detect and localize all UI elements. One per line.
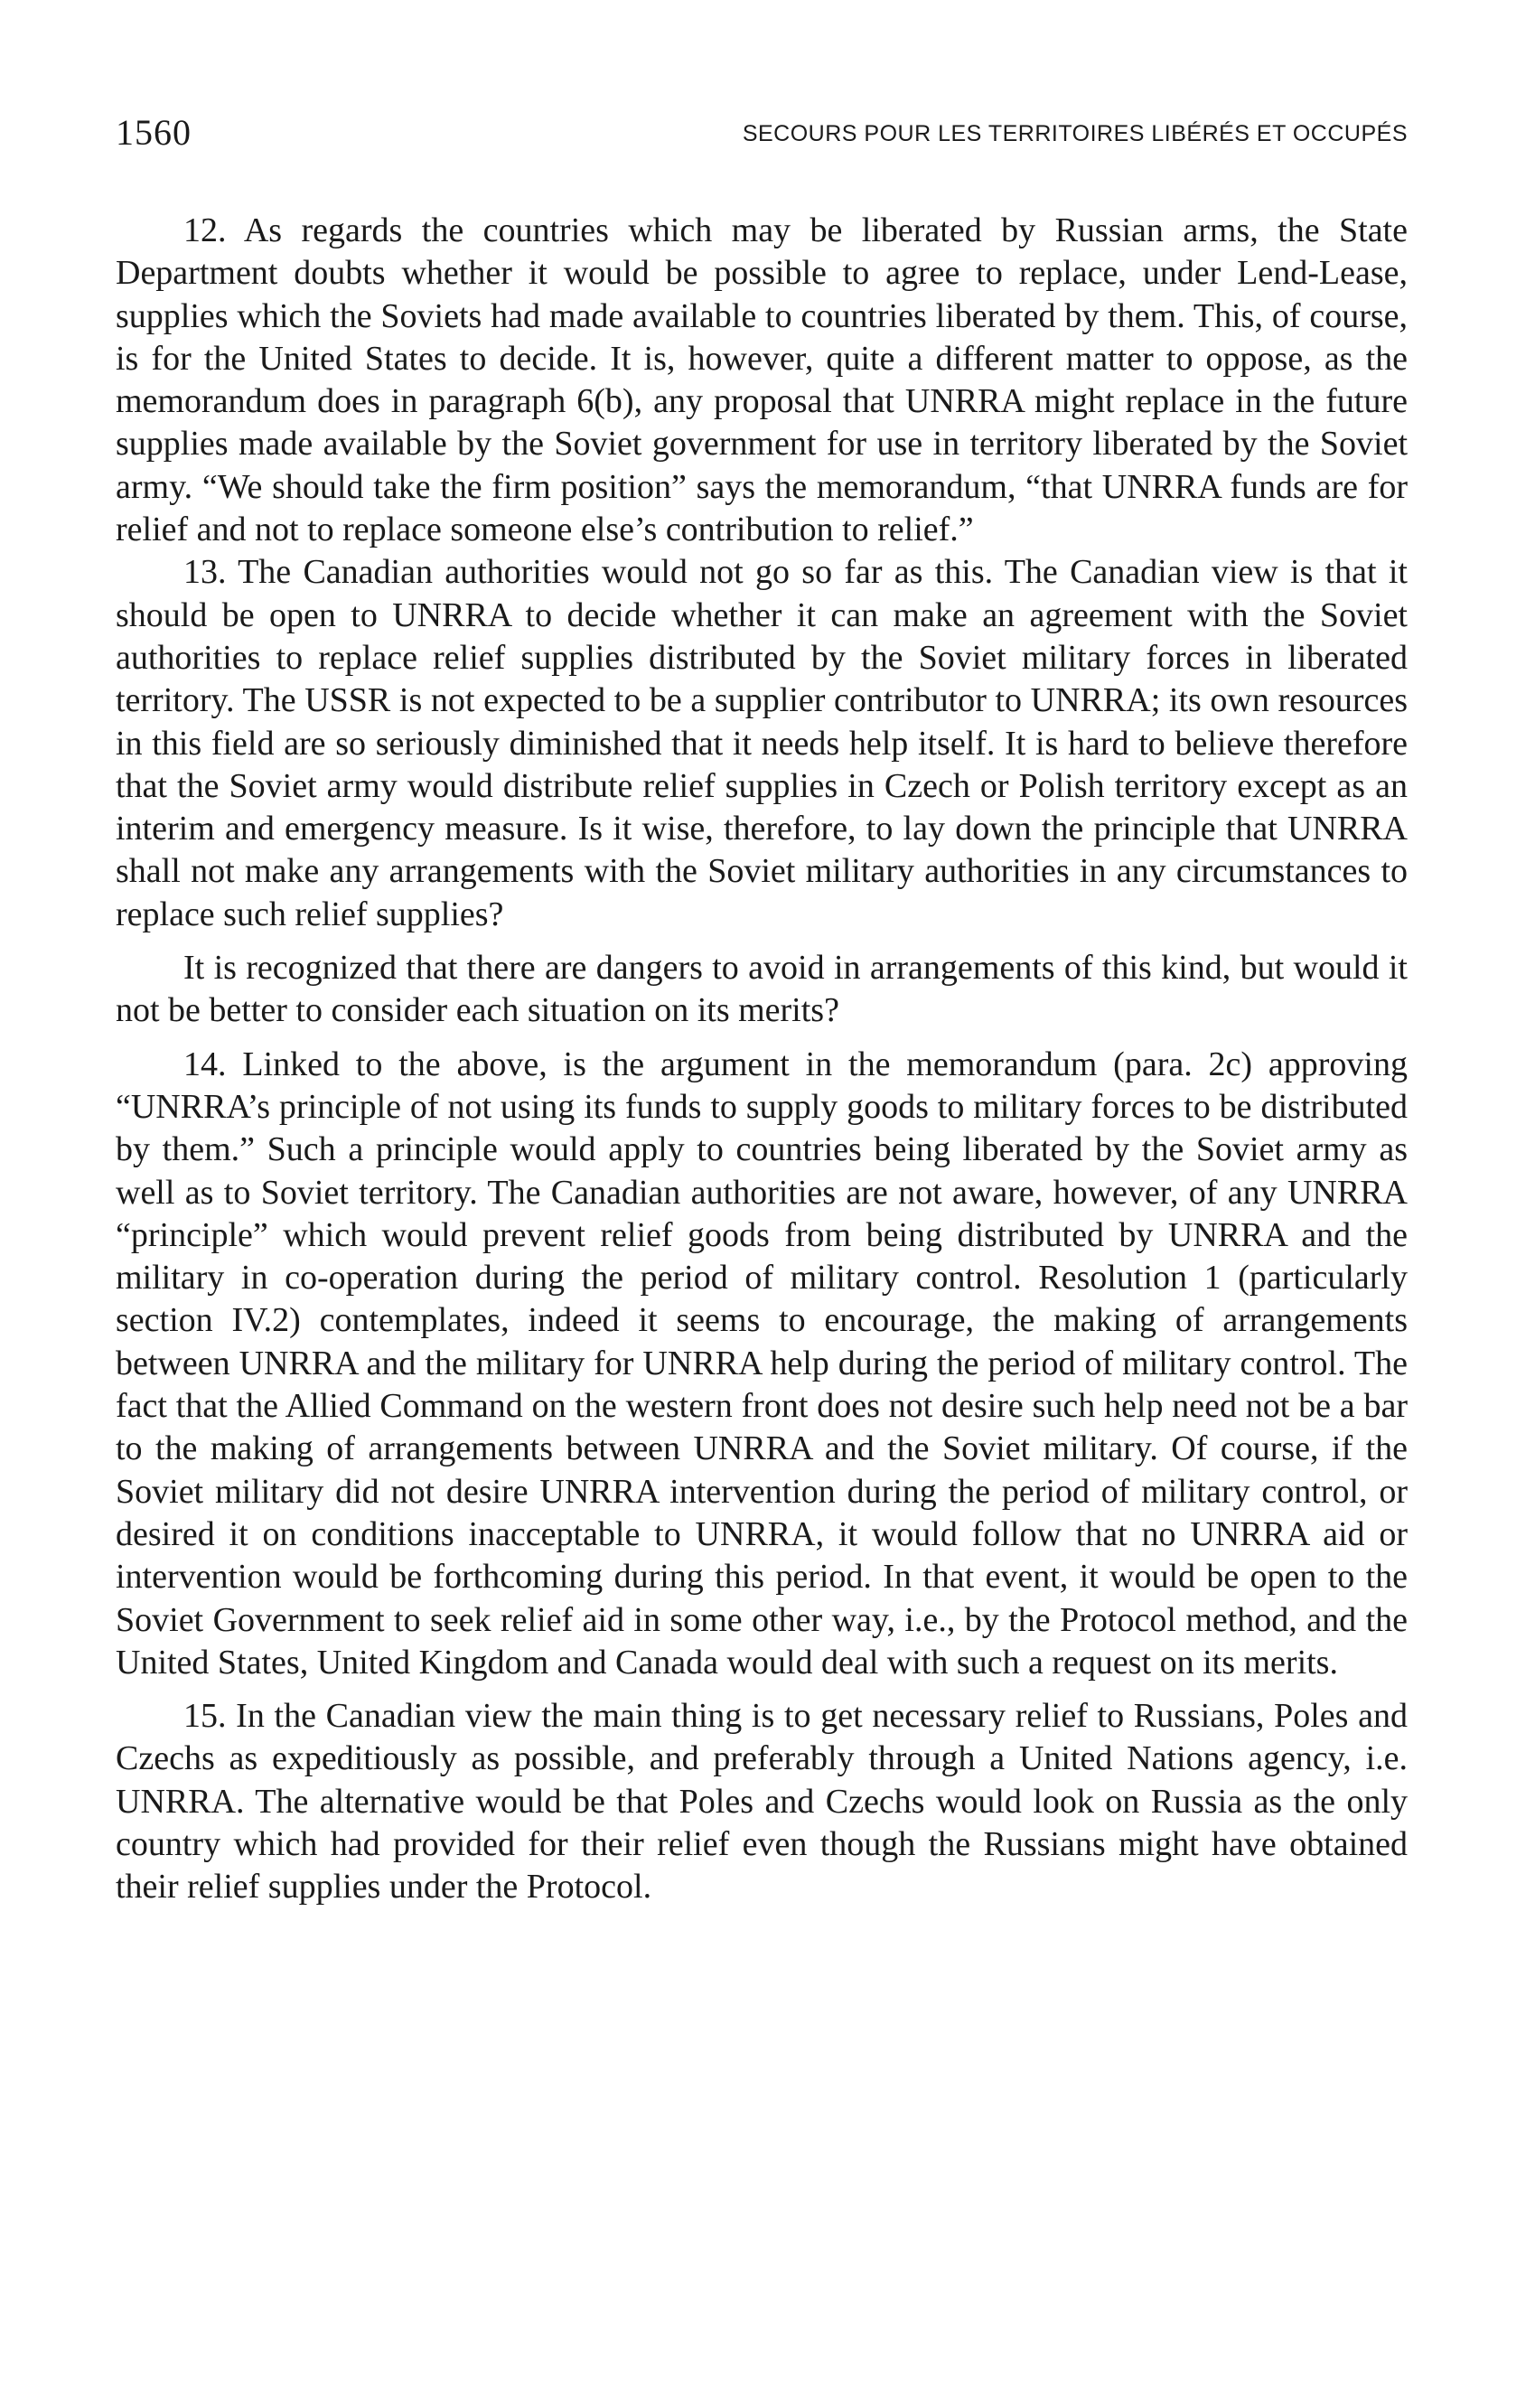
body-text (116, 210, 1408, 1909)
running-head (116, 110, 1408, 155)
page-number: 1560 (116, 112, 192, 153)
paragraph-14: 14. Linked to the above, is the argument in the memorandum (para. 2c) approving “UNRRA’s principle of not using its funds to supply goods to military forces to be distributed by them.” Such a principle would apply to countries being liberated by the Soviet army as well as to Soviet territory. The Canadian authorities are not aware, however, of any UNRRA “principle” which would prevent relief goods from being distributed by UNRRA and the military in co-operation during the period of military control. Resolution 1 (particularly section IV.2) contemplates, indeed it seems to encourage, the making of arrangements between UNRRA and the military for UNRRA help during the period of military control. The fact that the Allied Command on the western front does not desire such help need not be a bar to the making of arrangements between UNRRA and the Soviet military. Of course, if the Soviet military did not desire UNRRA intervention during the period of military control, or desired it on conditions inacceptable to UNRRA, it would follow that no UNRRA aid or intervention would be forthcoming during this period. In that event, it would be open to the Soviet Government to seek relief aid in some other way, i.e., by the Protocol method, and the United States, United Kingdom and Canada would deal with such a request on its merits. (116, 1045, 1408, 1682)
paragraph-13: 13. The Canadian authorities would not go so far as this. The Canadian view is that it should be open to UNRRA to decide whether it can make an agreement with the Soviet authorities to replace relief supplies distributed by the Soviet military forces in liberated territory. The USSR is not expected to be a supplier contributor to UNRRA; its own resources in this field are so seriously diminished that it needs help itself. It is hard to believe therefore that the Soviet army would distribute relief supplies in Czech or Polish territory except as an interim and emergency measure. Is it wise, therefore, to lay down the principle that UNRRA shall not make any arrangements with the Soviet military authorities in any circumstances to replace such relief supplies? (116, 553, 1408, 933)
running-title: SECOURS POUR LES TERRITOIRES LIBÉRÉS ET OCCUPÉS (742, 121, 1408, 146)
paragraph-12: 12. As regards the countries which may be liberated by Russian arms, the State Department doubts whether it would be possible to agree to replace, under Lend-Lease, supplies which the Soviets had made available to countries liberated by them. This, of course, is for the United States to decide. It is, however, quite a different matter to oppose, as the memorandum does in paragraph 6(b), any proposal that UNRRA might replace in the future supplies made available by the Soviet government for use in territory liberated by the Soviet army. “We should take the firm position” says the memorandum, “that UNRRA funds are for relief and not to replace someone else’s contribution to relief.” (116, 211, 1408, 549)
paragraph-15: 15. In the Canadian view the main thing is to get necessary relief to Russians, Poles and Czechs as expeditiously as possible, and preferably through a United Nations agency, i.e. UNRRA. The alternative would be that Poles and Czechs would look on Russia as the only country which had provided for their relief even though the Russians might have obtained their relief supplies under the Protocol. (116, 1697, 1408, 1907)
paragraph-13-continued: It is recognized that there are dangers to avoid in arrangements of this kind, but would it not be better to consider each situation on its merits? (116, 949, 1408, 1030)
